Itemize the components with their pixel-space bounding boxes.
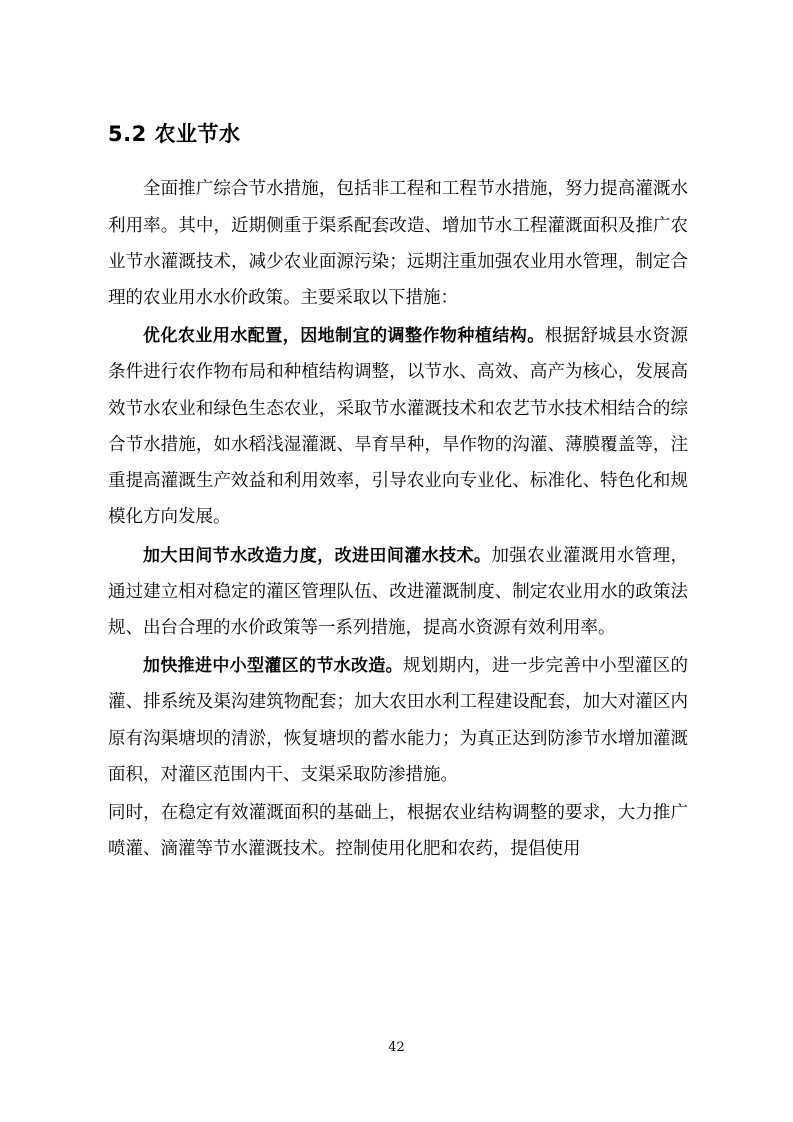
page-title: 5.2 农业节水	[108, 122, 241, 146]
paragraph-2	[108, 318, 688, 535]
paragraph-3-lead: 加大田间节水改造力度，改进田间灌水技术。	[143, 545, 492, 566]
paragraph-2-text: 根据舒城县水资源条件进行农作物布局和种植结构调整，以节水、高效、高产为核心，发展高效节水农业和绿色生态农业，采取节水灌溉技术和农艺节水技术相结合的综合节水措施，如水稻浅湿灌溉、旱育旱种，旱作物的沟灌、薄膜覆盖等，注重提高灌溉生产效益和利用效率，引导农业向专业化、标准化、特色化和规模化方向发展。	[108, 326, 689, 528]
paragraph-3	[108, 538, 688, 647]
paragraph-3-text: 加强农业灌溉用水管理，通过建立相对稳定的灌区管理队伍、改进灌溉制度、制定农业用水的政策法规、出台合理的水价政策等一系列措施，提高水资源有效利用率。	[108, 545, 689, 639]
paragraph-5	[108, 795, 688, 867]
paragraph-4	[108, 648, 688, 793]
page-content	[108, 120, 688, 870]
paragraph-1-text: 全面推广综合节水措施，包括非工程和工程节水措施，努力提高灌溉水利用率。其中，近期侧重于渠系配套改造、增加节水工程灌溉面积及推广农业节水灌溉技术，减少农业面源污染；远期注重加强农业用水管理，制定合理的农业用水水价政策。主要采取以下措施：	[108, 179, 688, 309]
page-number: 42	[388, 1040, 405, 1055]
paragraph-4-text: 规划期内，进一步完善中小型灌区的灌、排系统及渠沟建筑物配套；加大农田水利工程建设配套，加大对灌区内原有沟渠塘坝的清淤，恢复塘坝的蓄水能力；为真正达到防渗节水增加灌溉面积，对灌区范围内干、支渠采取防渗措施。	[108, 656, 688, 785]
paragraph-4-lead: 加快推进中小型灌区的节水改造。	[143, 656, 403, 677]
paragraph-1	[108, 171, 688, 316]
paragraph-2-lead: 优化农业用水配置，因地制宜的调整作物种植结构。	[143, 326, 545, 347]
paragraph-5-text: 同时，在稳定有效灌溉面积的基础上，根据农业结构调整的要求，大力推广喷灌、滴灌等节水灌溉技术。控制使用化肥和农药，提倡使用	[108, 803, 688, 860]
